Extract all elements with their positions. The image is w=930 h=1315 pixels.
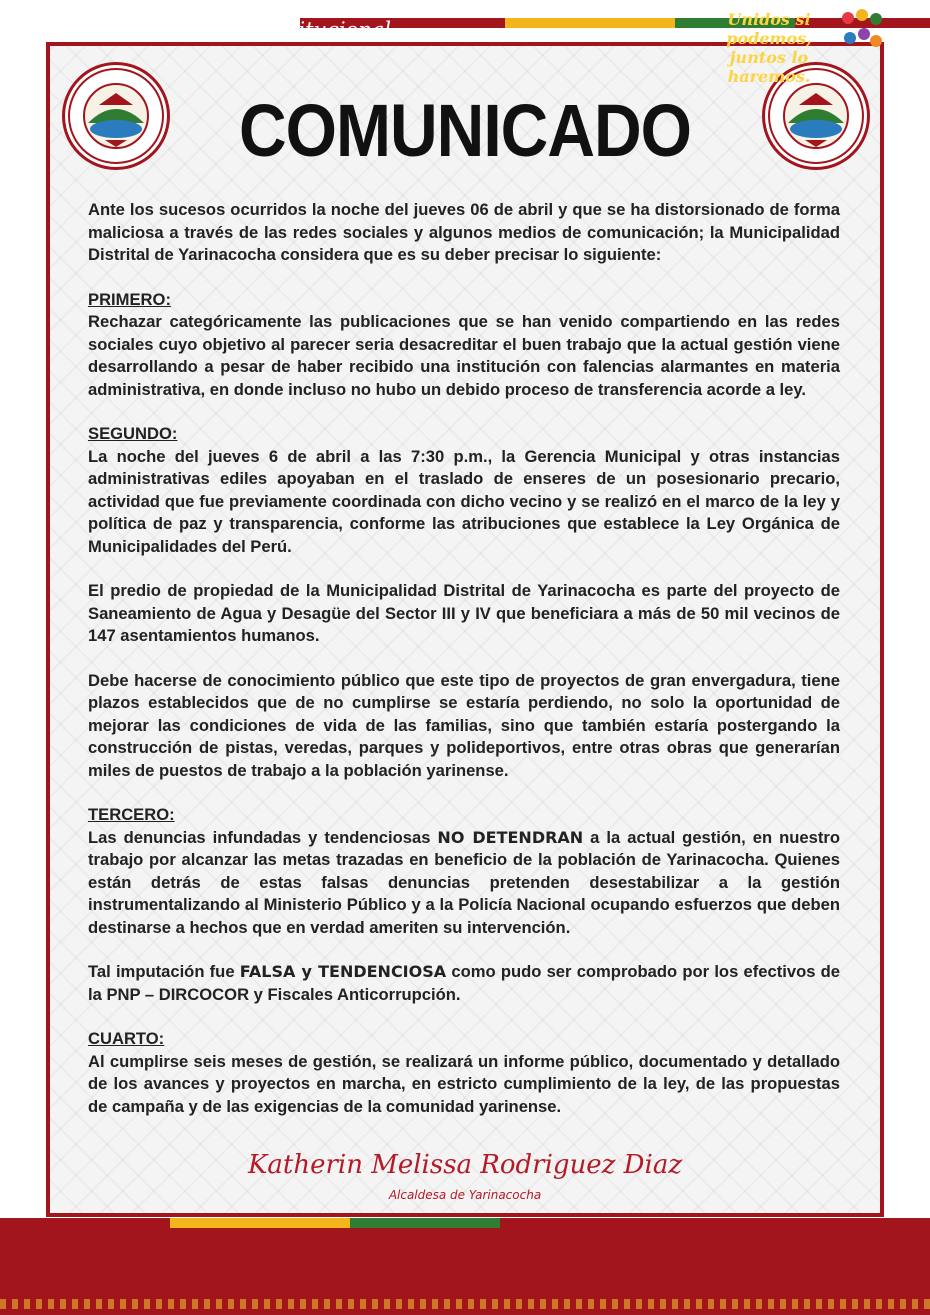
segundo-paragraph-1: La noche del jueves 6 de abril a las 7:30 p.m., la Gerencia Municipal y otras instancias administrativas ediles apoyaban en el traslado de enseres de un posesionario precario, actividad que fue previamente coordinada con dicho vecino y se realizó en el marco de la ley y política de paz y transparencia, conforme las atribuciones que establece la Ley Orgánica de Municipalidades del Perú. — [88, 446, 840, 556]
slogan-line-2: juntos lo haremos. — [727, 48, 811, 86]
bottom-color-stripes — [0, 1218, 930, 1228]
tercero-emphasis: FALSA y TENDENCIOSA — [239, 962, 447, 981]
footer-bar — [0, 1228, 930, 1315]
tercero-text-part: a la actual gestión, en nuestro trabajo por alcanzar las metas trazadas en beneficio de la población de Yarinacocha. Quienes están detrás de estas falsas denuncias pretenden desestabilizar a la gestión instrumentalizando al Ministerio Público y a la Policía Nacional ocupando esfuerzos que deben destinarse a hechos que en verdad ameriten su intervención. — [88, 827, 840, 937]
section-heading-tercero: TERCERO: — [88, 805, 175, 824]
primero-paragraph: Rechazar categóricamente las publicaciones que se han venido compartiendo en las redes sociales cuyo objetivo al parecer seria desacreditar el buen trabajo que la actual gestión viene desarrollando a pesar de haber recibido una institución con falencias alarmantes en materia administrativa, en donde incluso no hubo un debido proceso de transferencia acorde a ley. — [88, 312, 840, 399]
page-title: COMUNICADO — [239, 88, 691, 172]
tercero-paragraph-1 — [88, 827, 840, 940]
section-heading-primero: PRIMERO: — [88, 289, 171, 309]
cuarto-paragraph: Al cumplirse seis meses de gestión, se realizará un informe público, documentado y detallado de los avances y proyectos en marcha, en estricto cumplimiento de la ley, de las propuestas de campaña y de las exigencias de la comunidad yarinense. — [88, 1051, 840, 1116]
intro-paragraph: Ante los sucesos ocurridos la noche del jueves 06 de abril y que se ha distorsionado de forma maliciosa a través de las redes sociales y algunos medios de comunicación; la Municipalidad Distrital de Yarinacocha considera que es su deber precisar lo siguiente: — [88, 200, 840, 264]
signature-role: Alcaldesa de Yarinacocha — [388, 1188, 542, 1202]
segundo-paragraph-2: El predio de propiedad de la Municipalidad Distrital de Yarinacocha es parte del proyecto de Saneamiento de Agua y Desagüe del Sector III y IV que beneficiara a más de 50 mil vecinos de 147 asentamientos humanos. — [88, 581, 840, 645]
section-heading-cuarto: CUARTO: — [88, 1029, 165, 1048]
segundo-paragraph-3: Debe hacerse de conocimiento público que este tipo de proyectos de gran envergadura, tiene plazos establecidos que de no cumplirse se estaría perdiendo, no solo la oportunidad de mejorar las condiciones de vida de las familias, sino que también estaría postergando la construcción de pistas, veredas, parques y polideportivos, entre otras obras que generarían miles de puestos de trabajo a la población yarinense. — [88, 670, 840, 780]
tercero-emphasis: NO DETENDRAN — [437, 827, 584, 847]
footer-slogan — [694, 10, 844, 86]
communique-body — [88, 199, 840, 1118]
people-logo-icon — [838, 8, 884, 52]
footer-unit-name: Unidad de Imagen Institucional — [54, 18, 391, 42]
section-heading-segundo: SEGUNDO: — [88, 424, 178, 443]
tercero-paragraph-2 — [88, 961, 840, 1006]
signature: Katherin Melissa Rodriguez Diaz — [247, 1150, 683, 1180]
tercero-text-part: como pudo ser comprobado por los efectivos de la PNP – DIRCOCOR y Fiscales Anticorrupción. — [88, 962, 841, 1004]
tercero-text-part: Tal imputación fue — [88, 962, 240, 981]
slogan-line-1: Unidos si podemos, — [726, 10, 812, 48]
tercero-text-part: Las denuncias infundadas y tendenciosas — [88, 827, 438, 847]
footer-pattern — [0, 1299, 930, 1309]
